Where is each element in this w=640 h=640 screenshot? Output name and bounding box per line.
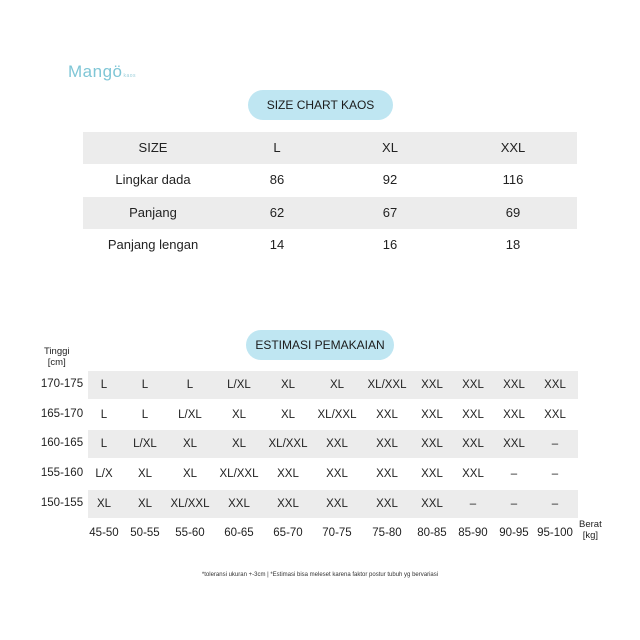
weight-label: 95-100 <box>537 527 573 539</box>
weight-label: 70-75 <box>322 527 352 539</box>
measure-value: 14 <box>269 237 285 252</box>
size-cell: XXL <box>277 498 299 510</box>
measure-value: 16 <box>382 237 398 252</box>
weight-label: 75-80 <box>372 527 402 539</box>
weight-label: 45-50 <box>89 527 119 539</box>
size-chart-row-lingkar-dada <box>83 164 577 196</box>
measure-label: Panjang lengan <box>107 237 199 252</box>
size-cell: XXL <box>503 438 525 450</box>
size-cell: XXL <box>462 438 484 450</box>
size-header-l: L <box>273 140 281 155</box>
size-cell: XXL <box>326 498 348 510</box>
size-cell: XL <box>231 438 247 450</box>
size-cell: XXL <box>376 468 398 480</box>
height-label: 165-170 <box>40 408 84 420</box>
height-label: 170-175 <box>40 378 84 390</box>
size-cell: – <box>551 498 559 510</box>
size-cell: XXL <box>503 409 525 421</box>
estimation-row <box>88 401 578 429</box>
size-cell: L <box>100 438 108 450</box>
measure-value: 92 <box>382 172 398 187</box>
size-header-xl: XL <box>382 140 398 155</box>
size-chart-title: SIZE CHART KAOS <box>248 90 393 120</box>
size-cell: XL <box>280 379 296 391</box>
size-cell: XXL <box>376 498 398 510</box>
weight-label: 50-55 <box>130 527 160 539</box>
size-cell: L/X <box>95 468 113 480</box>
size-cell: XXL <box>544 379 566 391</box>
weight-axis-label: Berat [kg] <box>579 519 602 541</box>
weight-label: 65-70 <box>273 527 303 539</box>
size-cell: XL <box>137 468 153 480</box>
size-cell: XXL <box>462 379 484 391</box>
size-cell: XXL <box>228 498 250 510</box>
measure-value: 62 <box>269 205 285 220</box>
size-cell: XL <box>137 498 153 510</box>
measure-value: 116 <box>502 172 524 187</box>
size-cell: XXL <box>421 438 443 450</box>
brand-logo: Mangökaos <box>68 62 137 81</box>
measure-value: 67 <box>382 205 398 220</box>
measure-value: 86 <box>269 172 285 187</box>
size-cell: XXL <box>421 379 443 391</box>
size-chart-row-panjang-lengan <box>83 229 577 261</box>
estimation-row <box>88 371 578 399</box>
footnote: *toleransi ukuran +-3cm | *Estimasi bisa meleset karena faktor postur tubuh yg bervariasi <box>201 572 439 578</box>
size-cell: XXL <box>544 409 566 421</box>
size-cell: – <box>551 468 559 480</box>
size-cell: XL <box>280 409 296 421</box>
size-cell: XXL <box>421 409 443 421</box>
weight-label: 55-60 <box>175 527 205 539</box>
size-cell: XL/XXL <box>268 438 308 450</box>
estimation-row <box>88 490 578 518</box>
estimation-row <box>88 430 578 458</box>
size-cell: XXL <box>421 468 443 480</box>
size-chart-header-row <box>83 132 577 164</box>
size-cell: XXL <box>462 409 484 421</box>
estimation-title: ESTIMASI PEMAKAIAN <box>246 330 394 360</box>
size-cell: XL/XXL <box>170 498 210 510</box>
size-cell: L/XL <box>133 438 157 450</box>
size-cell: XL/XXL <box>317 409 357 421</box>
size-cell: L/XL <box>178 409 202 421</box>
size-cell: – <box>551 438 559 450</box>
size-cell: L/XL <box>227 379 251 391</box>
size-cell: XXL <box>326 438 348 450</box>
size-chart-row-panjang <box>83 197 577 229</box>
size-cell: XL <box>231 409 247 421</box>
height-label: 155-160 <box>40 467 84 479</box>
size-cell: XXL <box>376 409 398 421</box>
size-cell: – <box>510 498 518 510</box>
size-cell: – <box>469 498 477 510</box>
size-cell: L <box>186 379 194 391</box>
size-cell: XL <box>329 379 345 391</box>
size-header-xxl: XXL <box>500 140 526 155</box>
size-cell: L <box>141 409 149 421</box>
height-label: 160-165 <box>40 437 84 449</box>
size-cell: XXL <box>326 468 348 480</box>
size-cell: L <box>100 409 108 421</box>
measure-value: 18 <box>505 237 521 252</box>
size-cell: L <box>141 379 149 391</box>
weight-label: 60-65 <box>224 527 254 539</box>
size-cell: XXL <box>503 379 525 391</box>
size-cell: – <box>510 468 518 480</box>
size-header-label: SIZE <box>138 140 168 155</box>
size-cell: XL <box>96 498 112 510</box>
size-cell: XL/XXL <box>219 468 259 480</box>
size-cell: XL/XXL <box>367 379 407 391</box>
weight-label: 85-90 <box>458 527 488 539</box>
size-cell: XL <box>182 468 198 480</box>
height-label: 150-155 <box>40 497 84 509</box>
size-cell: XXL <box>421 498 443 510</box>
estimation-row <box>88 460 578 488</box>
size-cell: XL <box>182 438 198 450</box>
size-cell: L <box>100 379 108 391</box>
measure-label: Panjang <box>129 205 177 220</box>
height-axis-label: Tinggi [cm] <box>44 346 70 368</box>
measure-label: Lingkar dada <box>115 172 191 187</box>
weight-label: 80-85 <box>417 527 447 539</box>
size-cell: XXL <box>376 438 398 450</box>
size-cell: XXL <box>462 468 484 480</box>
measure-value: 69 <box>505 205 521 220</box>
size-cell: XXL <box>277 468 299 480</box>
weight-label: 90-95 <box>499 527 529 539</box>
